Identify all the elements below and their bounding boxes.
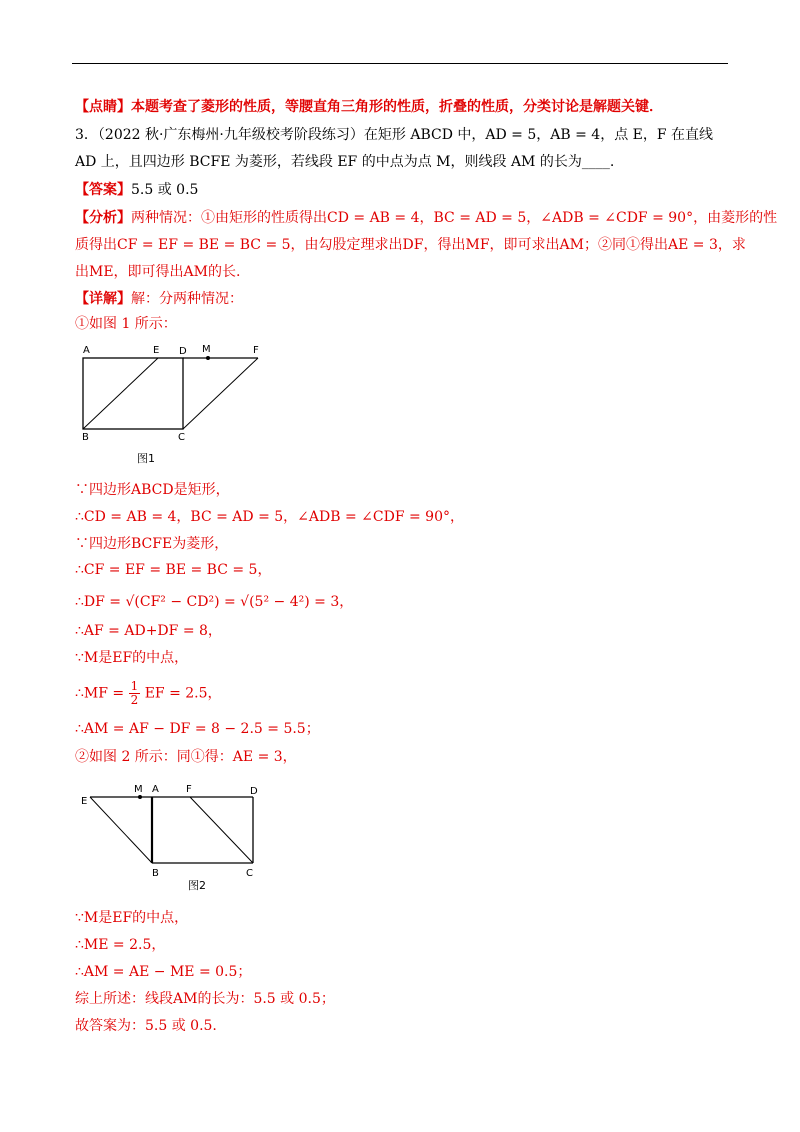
- fig2-label-e: E: [81, 796, 88, 807]
- mf-denominator: 2: [130, 693, 139, 707]
- fig2-label-d: D: [250, 786, 258, 797]
- step1-3: ∵四边形BCFE为菱形，: [75, 536, 229, 552]
- step-mf: [75, 680, 222, 707]
- answer-tag: 【答案】: [75, 182, 131, 198]
- fig1-label-b: B: [82, 432, 89, 443]
- fig2-point-m: [138, 795, 142, 799]
- fig2-label-b: B: [152, 868, 159, 879]
- step2-2: ∴ME = 2.5，: [75, 937, 166, 953]
- figure-1: [78, 340, 278, 450]
- answer-line: [75, 180, 198, 200]
- fig1-point-m: [206, 356, 210, 360]
- step1-5: ∴DF = √(CF² − CD²) = √(5² − 4²) = 3，: [75, 594, 354, 610]
- fig2-line-fc: [190, 797, 253, 863]
- step1-6: ∴AF = AD+DF = 8，: [75, 623, 222, 639]
- question-line-2: AD 上，且四边形 BCFE 为菱形，若线段 EF 的中点为点 M，则线段 AM 的长为____.: [75, 154, 615, 170]
- mf-numerator: 1: [130, 679, 139, 693]
- step1-7: ∵M是EF的中点，: [75, 650, 189, 666]
- step2-4: 综上所述：线段AM的长为：5.5 或 0.5；: [75, 991, 335, 1007]
- analysis-line-2: 质得出CF = EF = BE = BC = 5，由勾股定理求出DF，得出MF，即可求出AM；②同①得出AE = 3，求: [75, 237, 746, 253]
- mf-suffix: EF = 2.5，: [144, 685, 222, 702]
- step2-5: 故答案为：5.5 或 0.5.: [75, 1018, 217, 1034]
- step2-3: ∴AM = AE − ME = 0.5；: [75, 964, 252, 980]
- figure-2-caption: 图2: [188, 879, 206, 892]
- detail-intro: 解：分两种情况：: [131, 291, 243, 307]
- case1-heading: ①如图 1 所示：: [75, 316, 177, 332]
- step1-2: ∴CD = AB = 4，BC = AD = 5，∠ADB = ∠CDF = 90°，: [75, 509, 464, 525]
- question-line-1: 3．（2022 秋·广东梅州·九年级校考阶段练习）在矩形 ABCD 中，AD = 5，AB = 4，点 E，F 在直线: [75, 127, 714, 143]
- analysis-text-1: 两种情况：①由矩形的性质得出CD = AB = 4，BC = AD = 5，∠ADB = ∠CDF = 90°，由菱形的性: [131, 210, 778, 226]
- dianjing-line: [75, 97, 663, 117]
- figure-1-caption: 图1: [137, 452, 155, 465]
- fig1-label-e: E: [153, 345, 160, 356]
- dianjing-text: 本题考查了菱形的性质，等腰直角三角形的性质，折叠的性质，分类讨论是解题关键．: [131, 99, 663, 115]
- fig1-label-m: M: [202, 344, 211, 355]
- fig1-line-cf: [183, 358, 258, 429]
- case2-heading: ②如图 2 所示：同①得：AE = 3，: [75, 749, 297, 765]
- detail-line: [75, 289, 243, 309]
- fig2-label-a: A: [152, 784, 159, 795]
- analysis-line-1: [75, 208, 777, 228]
- analysis-line-3: 出ME，即可得出AM的长.: [75, 264, 241, 280]
- step1-8: ∴AM = AF − DF = 8 − 2.5 = 5.5；: [75, 721, 320, 737]
- step1-4: ∴CF = EF = BE = BC = 5，: [75, 562, 272, 578]
- fig2-label-c: C: [246, 868, 253, 879]
- fig2-line-eb: [90, 797, 152, 863]
- header-rule: [72, 63, 728, 64]
- dianjing-tag: 【点睛】: [75, 99, 131, 115]
- fig2-label-f: F: [186, 784, 192, 795]
- step1-1: ∵四边形ABCD是矩形，: [75, 482, 230, 498]
- mf-fraction: [129, 680, 141, 707]
- step2-1: ∵M是EF的中点，: [75, 910, 189, 926]
- detail-tag: 【详解】: [75, 291, 131, 307]
- mf-prefix: ∴MF =: [75, 685, 125, 702]
- figure-2: [78, 782, 278, 882]
- fig1-label-d: D: [179, 346, 187, 357]
- fig1-label-c: C: [178, 432, 185, 443]
- fig1-line-be: [83, 358, 158, 429]
- fig1-label-f: F: [253, 345, 259, 356]
- fig2-label-m: M: [134, 784, 143, 795]
- fig1-label-a: A: [83, 345, 90, 356]
- analysis-tag: 【分析】: [75, 210, 131, 226]
- fig1-rectangle: [83, 358, 183, 429]
- answer-text: 5.5 或 0.5: [131, 182, 199, 198]
